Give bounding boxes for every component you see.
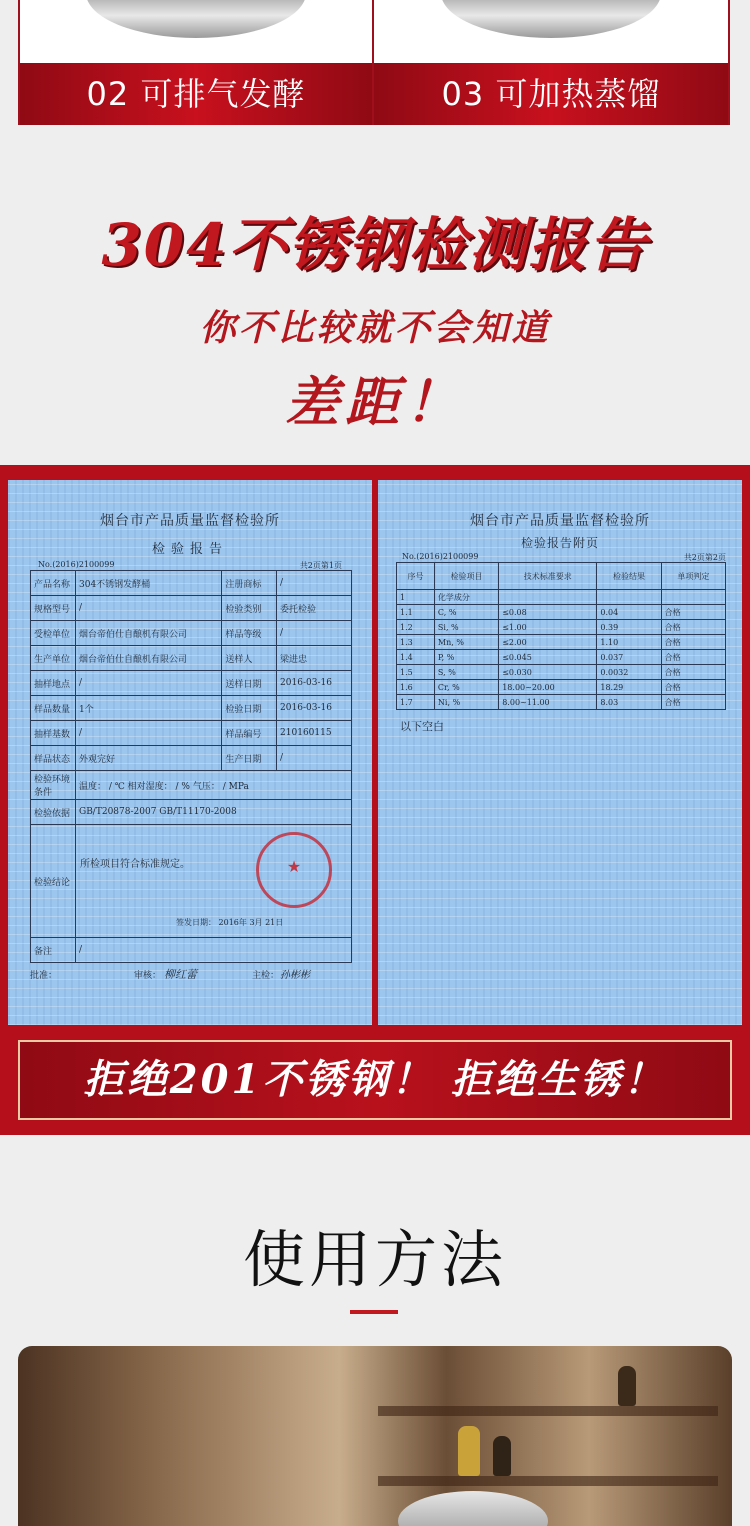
attach-title: 检验报告附页	[520, 536, 599, 550]
report-page: 共2页第1页	[299, 561, 342, 570]
table-cell: Ni, %	[434, 695, 498, 710]
composition-table	[396, 562, 726, 710]
table-cell: 合格	[661, 635, 725, 650]
sign-date: 签发日期： 2016年 3月 21日	[176, 918, 284, 927]
table-cell: 合格	[661, 605, 725, 620]
report-headline: 304不锈钢检测报告	[101, 211, 649, 279]
feature-label: 03 可加热蒸馏	[374, 63, 728, 125]
table-cell: Cr, %	[434, 680, 498, 695]
table-row	[397, 620, 726, 635]
remarks-value: /	[76, 938, 352, 963]
table-cell	[597, 590, 661, 605]
inspection-report-panel	[0, 465, 750, 1135]
table-cell: 1.5	[397, 665, 435, 680]
table-row	[397, 695, 726, 710]
conclusion-label: 检验结论	[31, 825, 76, 938]
env-value: 温度： / ℃ 相对湿度： / % 气压： / MPa	[76, 771, 352, 800]
official-seal	[256, 832, 332, 908]
field-label: 样品状态	[31, 746, 76, 771]
table-cell: 1.7	[397, 695, 435, 710]
inspector-label: 主检：	[252, 971, 280, 981]
table-cell: 合格	[661, 665, 725, 680]
basis-value: GB/T20878-2007 GB/T11170-2008	[76, 800, 352, 825]
basis-label: 检验依据	[31, 800, 76, 825]
field-label: 生产单位	[31, 646, 76, 671]
field-label: 规格型号	[31, 596, 76, 621]
reject-201-banner: 拒绝201不锈钢！ 拒绝生锈！	[18, 1040, 732, 1120]
field-value: 烟台帝伯仕自酿机有限公司	[76, 621, 222, 646]
inspection-report-page-2	[378, 480, 742, 1025]
table-cell: 1.6	[397, 680, 435, 695]
field-label: 抽样基数	[31, 721, 76, 746]
field-label: 生产日期	[222, 746, 277, 771]
wooden-shelf	[378, 1406, 718, 1416]
table-cell: 1.3	[397, 635, 435, 650]
remarks-label: 备注	[31, 938, 76, 963]
field-label: 样品数量	[31, 696, 76, 721]
table-cell: S, %	[434, 665, 498, 680]
column-header: 单项判定	[661, 563, 725, 590]
bottle	[493, 1436, 511, 1476]
inspection-report-page-1	[8, 480, 372, 1025]
field-value: /	[76, 596, 222, 621]
usage-photo	[18, 1346, 732, 1526]
column-header: 技术标准要求	[499, 563, 597, 590]
table-cell: 1.2	[397, 620, 435, 635]
field-value: /	[76, 721, 222, 746]
table-cell: 合格	[661, 650, 725, 665]
table-cell: 合格	[661, 680, 725, 695]
table-cell: 合格	[661, 695, 725, 710]
table-cell: P, %	[434, 650, 498, 665]
field-value: 委托检验	[277, 596, 352, 621]
report-row	[31, 721, 352, 746]
usage-title: 使用方法	[242, 1223, 507, 1296]
field-value: /	[277, 621, 352, 646]
report-title: 检验报告	[151, 542, 228, 557]
fermenter-pot-image	[441, 0, 661, 38]
field-label: 抽样地点	[31, 671, 76, 696]
report-row	[31, 746, 352, 771]
field-value: 烟台帝伯仕自酿机有限公司	[76, 646, 222, 671]
pot-lid	[398, 1491, 548, 1526]
report-row	[31, 596, 352, 621]
field-value: /	[277, 571, 352, 596]
table-cell: 0.0032	[597, 665, 661, 680]
table-row	[397, 635, 726, 650]
column-header: 序号	[397, 563, 435, 590]
report-row	[31, 571, 352, 596]
feature-label: 02 可排气发酵	[20, 63, 372, 125]
table-cell: 1.1	[397, 605, 435, 620]
institute-name: 烟台市产品质量监督检验所	[470, 513, 650, 529]
field-label: 检验类别	[222, 596, 277, 621]
field-value: 1个	[76, 696, 222, 721]
table-cell: 化学成分	[434, 590, 498, 605]
field-value: 2016-03-16	[277, 696, 352, 721]
title-underline	[350, 1310, 398, 1314]
table-cell: C, %	[434, 605, 498, 620]
wooden-shelf	[378, 1476, 718, 1486]
column-header: 检验项目	[434, 563, 498, 590]
table-row	[397, 605, 726, 620]
field-label: 样品等级	[222, 621, 277, 646]
table-cell: 18.29	[597, 680, 661, 695]
table-cell: Si, %	[434, 620, 498, 635]
table-cell: 1	[397, 590, 435, 605]
table-cell: 0.04	[597, 605, 661, 620]
review-label: 审核：	[134, 971, 162, 981]
field-label: 注册商标	[222, 571, 277, 596]
review-signature: 柳红蕾	[164, 968, 197, 981]
table-cell: 8.00~11.00	[499, 695, 597, 710]
table-row	[397, 680, 726, 695]
table-cell: ≤2.00	[499, 635, 597, 650]
field-label: 产品名称	[31, 571, 76, 596]
table-cell: ≤0.045	[499, 650, 597, 665]
field-value: /	[76, 671, 222, 696]
bottle	[618, 1366, 636, 1406]
report-row	[31, 646, 352, 671]
table-cell: 1.10	[597, 635, 661, 650]
field-label: 送样日期	[222, 671, 277, 696]
blank-below-note: 以下空白	[400, 720, 444, 733]
table-row	[397, 650, 726, 665]
conclusion-value: 所检项目符合标准规定。	[80, 859, 190, 870]
feature-card-exhaust	[18, 0, 374, 125]
field-value: 210160115	[277, 721, 352, 746]
table-row	[397, 590, 726, 605]
table-cell	[661, 590, 725, 605]
table-cell: 18.00~20.00	[499, 680, 597, 695]
seal-star-icon: ★	[286, 857, 302, 876]
field-value: 外观完好	[76, 746, 222, 771]
field-value: /	[277, 746, 352, 771]
table-cell: ≤0.030	[499, 665, 597, 680]
table-cell: 8.03	[597, 695, 661, 710]
headline-sub-2: 差距！	[285, 370, 465, 434]
inspector-signature: 孙彬彬	[280, 970, 310, 981]
field-label: 样品编号	[222, 721, 277, 746]
table-cell: 合格	[661, 620, 725, 635]
institute-name: 烟台市产品质量监督检验所	[100, 513, 280, 529]
table-cell: ≤0.08	[499, 605, 597, 620]
table-cell	[499, 590, 597, 605]
table-row	[397, 665, 726, 680]
column-header: 检验结果	[597, 563, 661, 590]
report-number: No.(2016)2100099	[38, 560, 115, 569]
approve-label: 批准：	[30, 971, 58, 981]
report-row	[31, 671, 352, 696]
feature-card-distill	[372, 0, 730, 125]
field-value: 304不锈钢发酵桶	[76, 571, 222, 596]
report-number: No.(2016)2100099	[402, 552, 479, 561]
bottle	[458, 1426, 480, 1476]
field-value: 2016-03-16	[277, 671, 352, 696]
table-cell: 0.39	[597, 620, 661, 635]
field-label: 检验日期	[222, 696, 277, 721]
field-label: 送样人	[222, 646, 277, 671]
headline-sub-1: 你不比较就不会知道	[199, 307, 551, 349]
env-label: 检验环境条件	[31, 771, 76, 800]
table-cell: Mn, %	[434, 635, 498, 650]
field-label: 受检单位	[31, 621, 76, 646]
report-row	[31, 621, 352, 646]
table-cell: 1.4	[397, 650, 435, 665]
fermenter-pot-image	[86, 0, 306, 38]
field-value: 梁进忠	[277, 646, 352, 671]
table-cell: 0.037	[597, 650, 661, 665]
table-cell: ≤1.00	[499, 620, 597, 635]
report-row	[31, 696, 352, 721]
report-page: 共2页第2页	[683, 553, 726, 562]
